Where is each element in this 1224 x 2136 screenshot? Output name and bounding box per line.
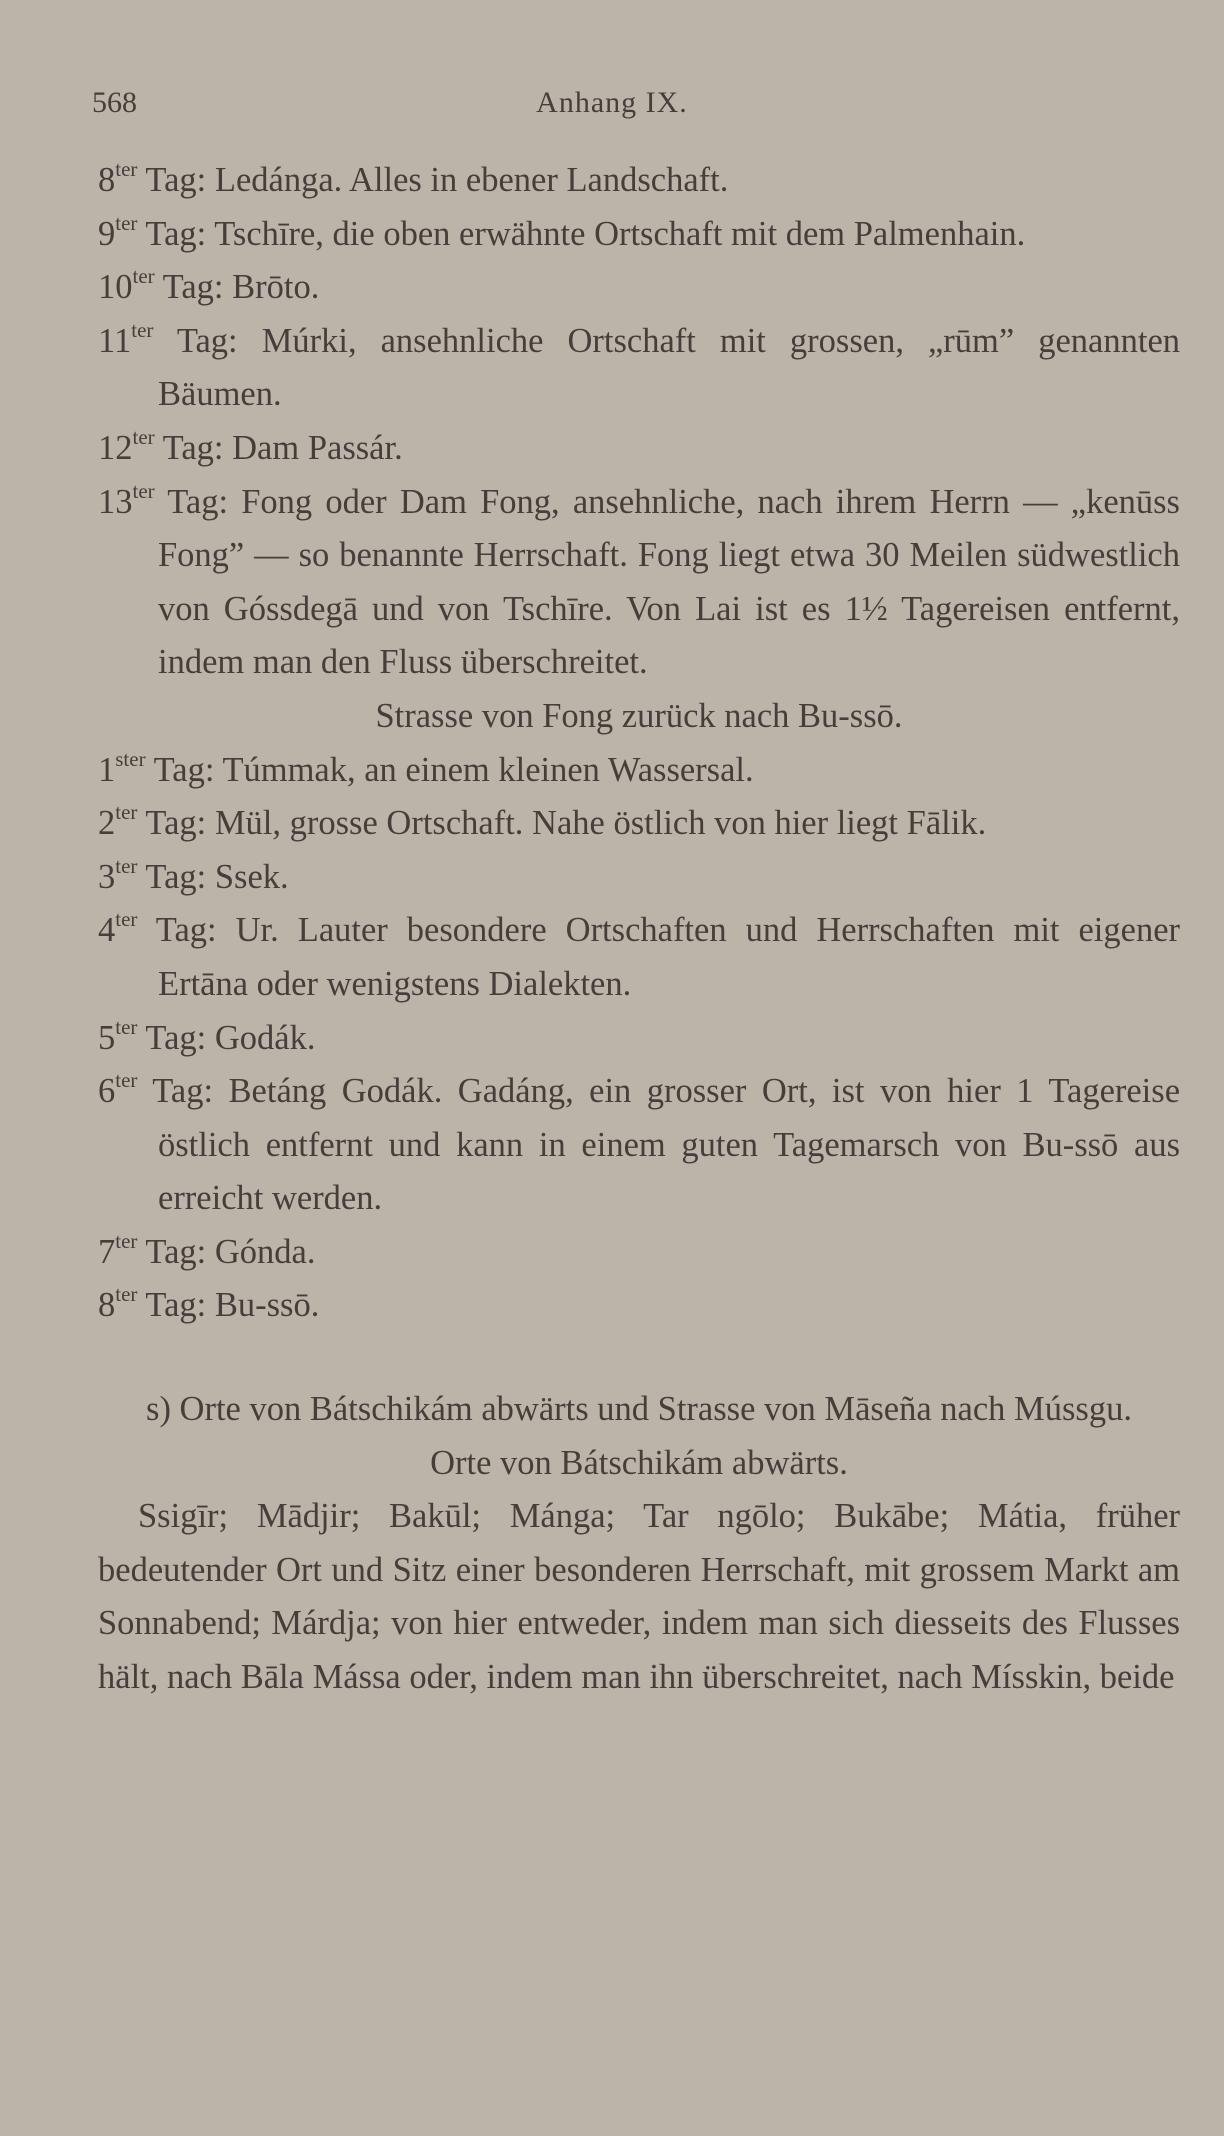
day-label: Tag:: [145, 1232, 207, 1271]
day-label: Tag:: [162, 268, 224, 307]
day-label: Tag:: [145, 1018, 207, 1057]
route-entry: [98, 904, 1180, 1011]
section-subheading: Orte von Bátschikám abwärts.: [430, 1443, 848, 1482]
day-text: Mül, grosse Ortschaft. Nahe östlich von hier liegt Fālik.: [214, 804, 987, 843]
route-entry: [98, 315, 1180, 422]
day-number: 10: [98, 268, 133, 307]
day-number: 5: [98, 1018, 116, 1057]
day-ordinal: ter: [115, 907, 138, 932]
day-text: Gónda.: [214, 1232, 316, 1271]
route-list-1: [98, 154, 1180, 690]
day-label: Tag:: [155, 911, 217, 950]
day-ordinal: ter: [115, 157, 138, 181]
day-ordinal: ter: [132, 478, 155, 503]
day-label: Tag:: [145, 804, 207, 843]
day-text: Ledánga. Alles in ebener Landschaft.: [214, 161, 729, 199]
route-heading: Strasse von Fong zurück nach Bu-ssō.: [375, 696, 903, 735]
day-number: 3: [98, 857, 116, 896]
route-entry: [98, 1226, 1180, 1280]
day-text: Ur. Lauter besondere Ortschaften und Herrschaften mit eigener Ertāna oder wenigstens Dialekten.: [158, 911, 1181, 1003]
day-label: Tag:: [152, 1072, 214, 1111]
running-title: Anhang IX.: [536, 86, 688, 119]
day-ordinal: ter: [115, 1282, 138, 1307]
day-label: Tag:: [176, 321, 238, 360]
day-text: Fong oder Dam Fong, ansehnliche, nach ihrem Herrn — „kenūss Fong” — so benannte Herrschaft. Fong liegt etwa 30 Meilen südwestlich von Góssdegā und von Tschīre. Von Lai ist es 1½ Tagereisen entfernt, indem man den Fluss überschreitet.: [158, 482, 1180, 682]
day-label: Tag:: [153, 750, 215, 789]
day-text: Dam Passár.: [232, 428, 403, 467]
day-ordinal: ter: [131, 317, 154, 342]
day-number: 4: [98, 911, 116, 950]
route-entry: [98, 261, 1180, 315]
day-number: 7: [98, 1232, 116, 1271]
day-number: 2: [98, 804, 116, 843]
day-ordinal: ter: [115, 1228, 138, 1253]
day-label: Tag:: [145, 1286, 207, 1325]
day-label: Tag:: [162, 428, 224, 467]
day-ordinal: ter: [132, 424, 155, 449]
day-number: 1: [98, 750, 116, 789]
day-number: 12: [98, 428, 133, 467]
day-label: Tag:: [167, 482, 229, 521]
route-entry: [98, 1279, 1180, 1333]
day-text: Ssek.: [214, 857, 289, 896]
route-entry: [98, 744, 1180, 798]
route-entry: [98, 476, 1180, 690]
route-entry: [98, 1065, 1180, 1226]
day-text: Múrki, ansehnliche Ortschaft mit grossen, „rūm” genannten Bäumen.: [158, 321, 1181, 414]
route-entry: [98, 1012, 1180, 1066]
day-ordinal: ter: [115, 210, 138, 235]
day-number: 9: [98, 214, 116, 253]
day-text: Bu-ssō.: [214, 1286, 320, 1325]
day-number: 13: [98, 482, 133, 521]
day-number: 8: [98, 1286, 116, 1325]
route-list-2: [98, 744, 1180, 1334]
page-header: [92, 86, 1132, 126]
route-entry: [98, 154, 1180, 208]
page-number: 568: [92, 86, 137, 119]
day-text: Tschīre, die oben erwähnte Ortschaft mit dem Palmenhain.: [214, 214, 1026, 253]
day-text: Túmmak, an einem kleinen Wassersal.: [222, 750, 754, 789]
day-ordinal: ster: [115, 746, 146, 771]
section-title: s) Orte von Bátschikám abwärts und Strasse von Māseña nach Mússgu.: [146, 1390, 1132, 1429]
day-text: Brōto.: [232, 268, 320, 307]
day-number: 11: [98, 321, 132, 360]
day-text: Betáng Godák. Gadáng, ein grosser Ort, ist von hier 1 Tagereise östlich entfernt und kann in einem guten Tagemarsch von Bu-ssō aus erreicht werden.: [158, 1072, 1181, 1218]
route-entry: [98, 422, 1180, 476]
day-ordinal: ter: [115, 800, 138, 825]
route-entry: [98, 797, 1180, 851]
section-paragraph: Ssigīr; Mādjir; Bakūl; Mánga; Tar ngōlo; Bukābe; Mátia, früher bedeutender Ort und Sitz einer besonderen Herrschaft, mit grossem Markt am Sonnabend; Márdja; von hier entweder, indem man sich diesseits des Flusses hält, nach Bāla Mássa oder, indem man ihn überschreitet, nach Mísskin, beide: [98, 1497, 1180, 1697]
route-entry: [98, 208, 1180, 262]
day-number: 8: [98, 161, 116, 199]
page-body: [98, 154, 1180, 1705]
day-ordinal: ter: [115, 1014, 138, 1039]
day-label: Tag:: [145, 214, 207, 253]
day-label: Tag:: [145, 857, 207, 896]
day-number: 6: [98, 1072, 116, 1111]
day-label: Tag:: [145, 161, 207, 199]
route-entry: [98, 851, 1180, 905]
day-ordinal: ter: [115, 1068, 138, 1093]
day-ordinal: ter: [132, 264, 155, 289]
day-ordinal: ter: [115, 853, 138, 878]
day-text: Godák.: [214, 1018, 316, 1057]
